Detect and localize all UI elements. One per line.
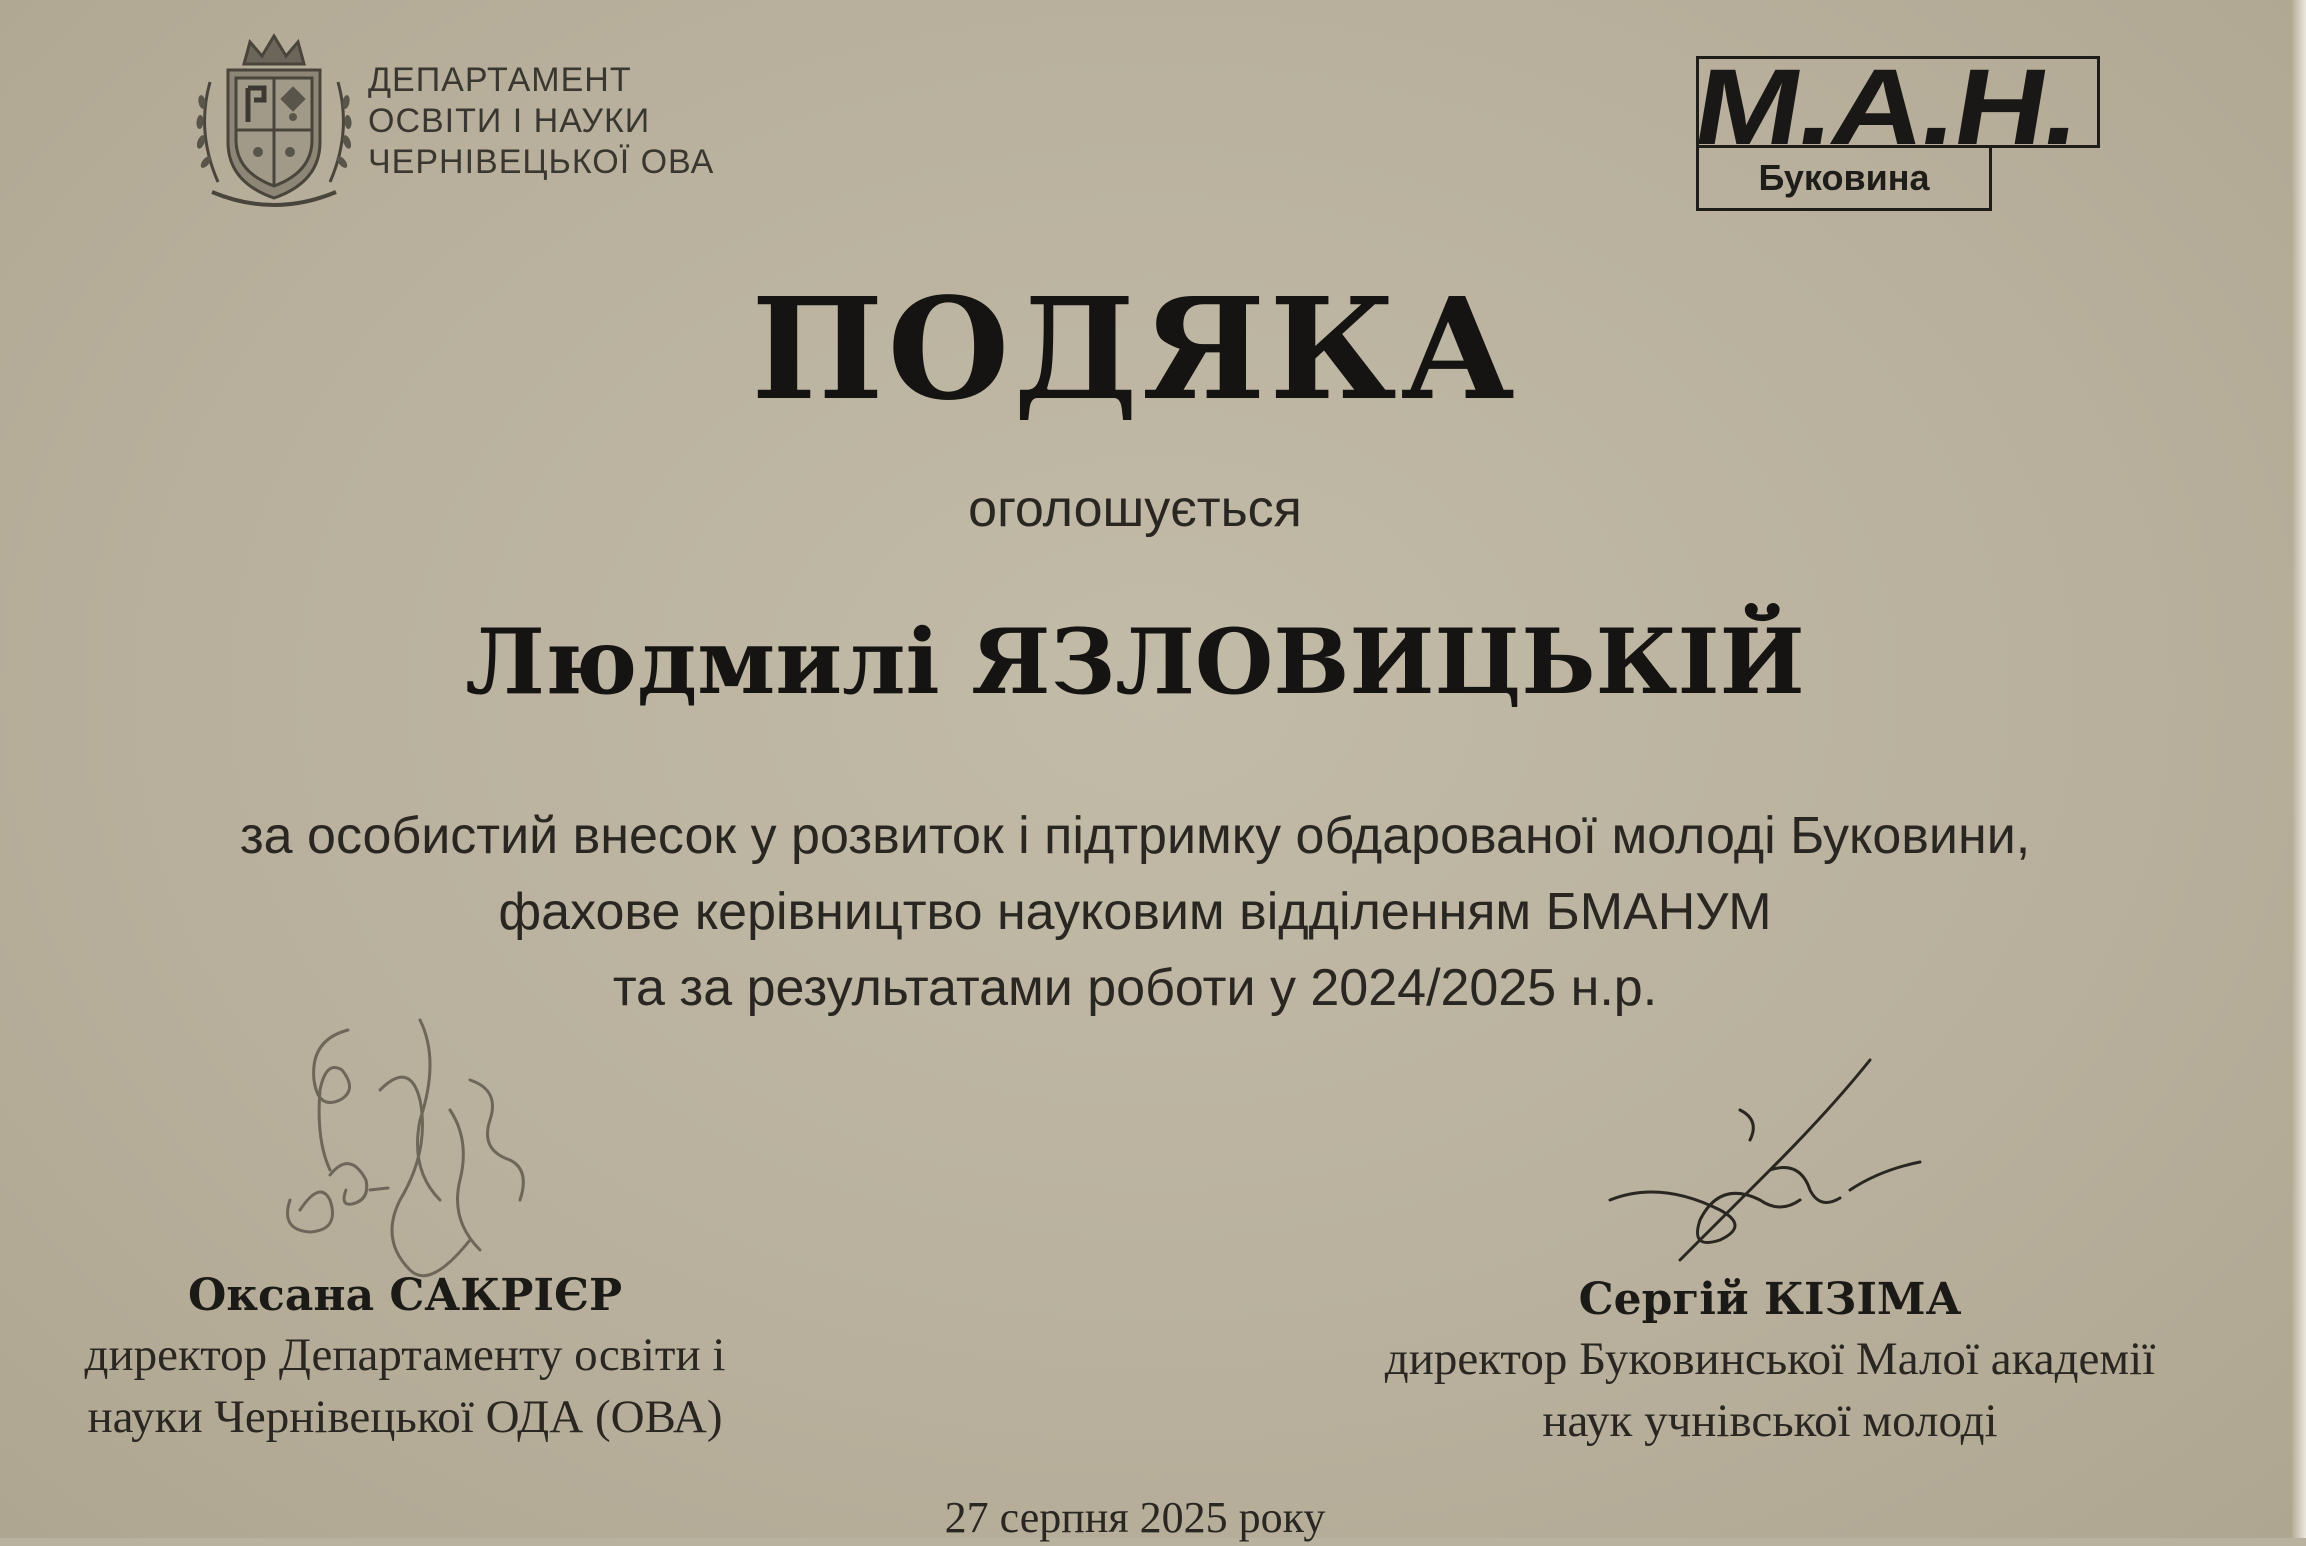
man-logo-box [1686, 46, 2100, 167]
department-line-2: ОСВІТИ І НАУКИ [368, 102, 651, 140]
reason-line-2: фахове керівництво науковим відділенням БМАНУМ [498, 883, 1772, 941]
signer-right [1320, 1272, 2220, 1452]
man-logo-subtitle: Буковина [1758, 157, 1930, 198]
issue-date: 27 серпня 2025 року [944, 1493, 1326, 1542]
signer-right-name: Сергій КІЗІМА [1578, 1274, 1962, 1325]
man-logo-subtitle-box [1696, 145, 1992, 211]
department-line-1: ДЕПАРТАМЕНТ [368, 61, 632, 99]
signature-left-icon [270, 1000, 600, 1310]
signer-left-role-line-1: директор Департаменту освіти і [84, 1329, 726, 1381]
signature-right-icon [1600, 1050, 1930, 1290]
paper-edge [2292, 0, 2306, 1538]
reason-line-1: за особистий внесок у розвиток і підтримку обдарованої молоді Буковини, [239, 807, 2031, 865]
signer-right-role-line-1: директор Буковинської Малої академії [1384, 1333, 2156, 1385]
certificate-title: ПОДЯКА [751, 268, 1519, 432]
signer-left [30, 1268, 780, 1448]
reason-text [0, 798, 2270, 1026]
recipient-name: Людмилі ЯЗЛОВИЦЬКІЙ [465, 609, 1805, 715]
announcement-text: оголошується [968, 480, 1302, 538]
coat-of-arms-icon [188, 22, 360, 212]
signer-left-name: Оксана САКРІЄР [187, 1270, 623, 1321]
department-line-3: ЧЕРНІВЕЦЬКОЇ ОВА [368, 143, 715, 181]
man-logo-text: М.А.Н. [1686, 46, 2089, 167]
signer-left-role-line-2: науки Чернівецької ОДА (ОВА) [87, 1391, 723, 1443]
department-name [368, 60, 714, 183]
reason-line-3: та за результатами роботи у 2024/2025 н.р. [612, 959, 1658, 1017]
signer-right-role-line-2: наук учнівської молоді [1542, 1395, 1998, 1447]
man-logo [1686, 46, 2102, 214]
